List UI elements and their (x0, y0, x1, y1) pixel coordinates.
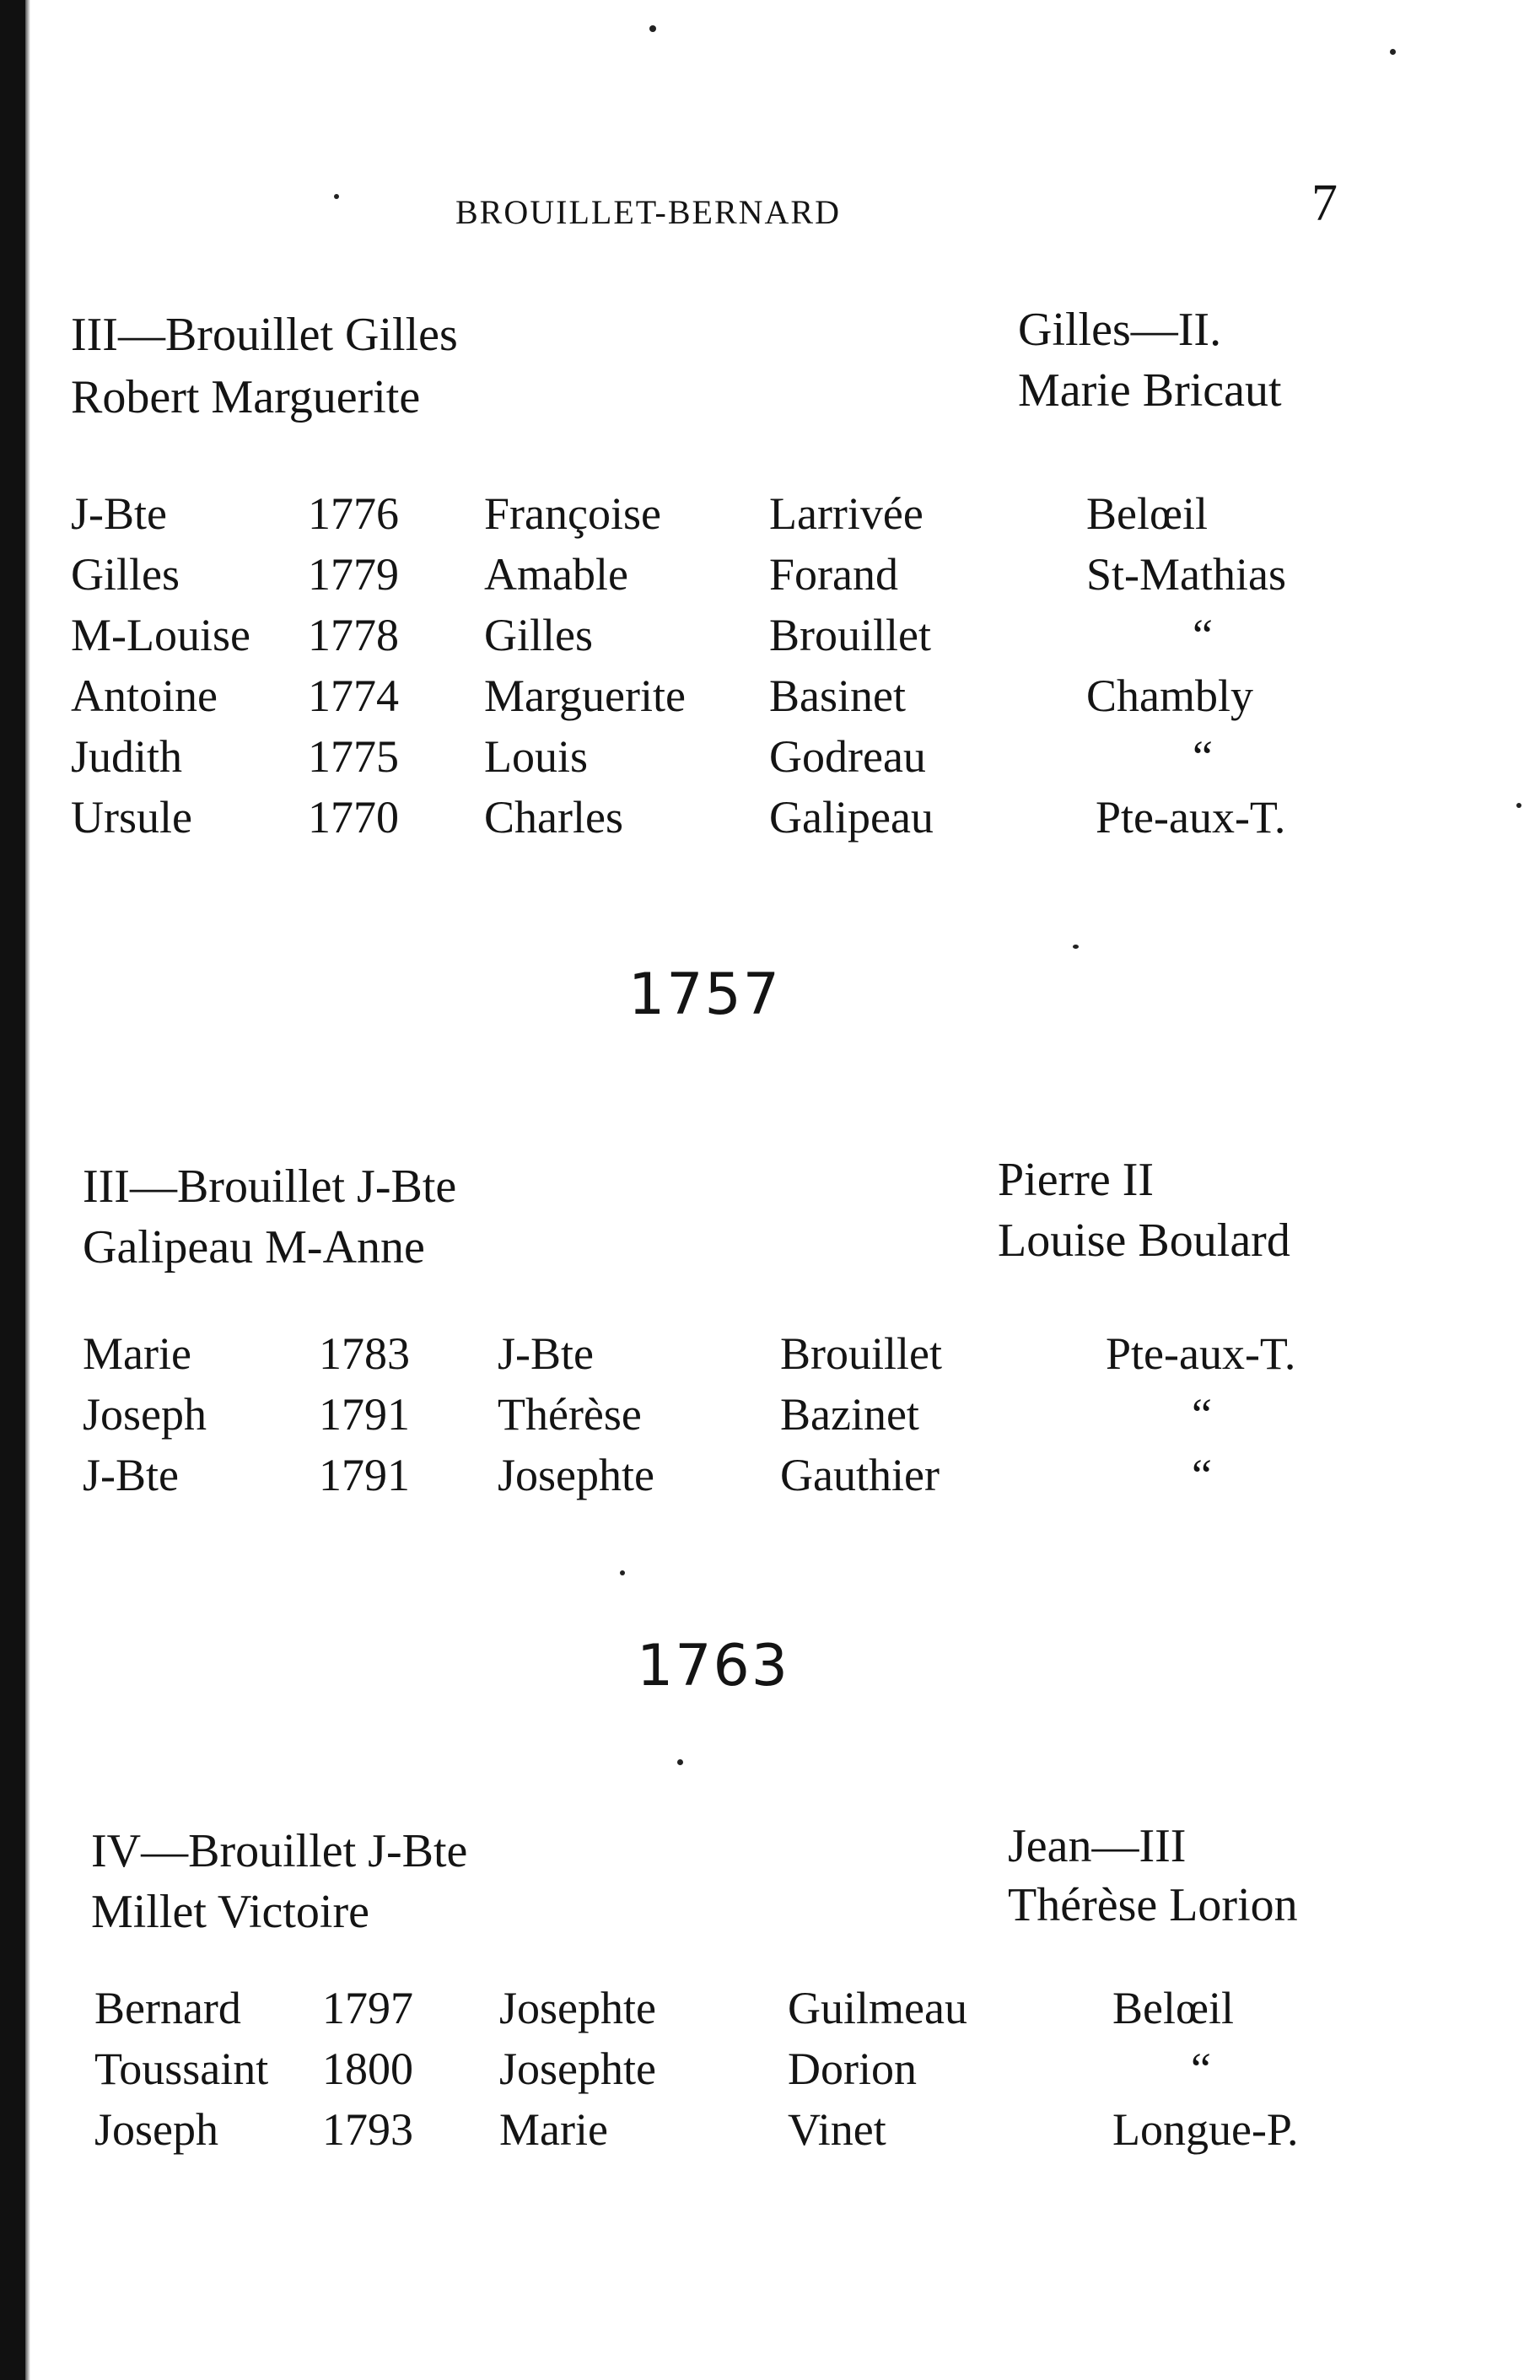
child-year: 1783 (319, 1328, 410, 1379)
family-3-head-right-1: Jean—III (1008, 1820, 1187, 1872)
scan-speck (677, 1759, 683, 1765)
spouse-first-name: Charles (484, 792, 623, 843)
child-year: 1775 (308, 731, 399, 782)
spouse-first-name: Françoise (484, 488, 661, 539)
child-name: Antoine (71, 670, 218, 721)
child-name: Toussaint (94, 2043, 269, 2094)
family-2-head-left-2: Galipeau M-Anne (83, 1221, 425, 1273)
spouse-last-name: Bazinet (780, 1389, 919, 1440)
child-year: 1774 (308, 670, 399, 721)
child-year: 1791 (319, 1450, 410, 1500)
marriage-place: Pte-aux-T. (1096, 792, 1286, 843)
child-name: Joseph (94, 2104, 218, 2155)
spouse-first-name: Josephte (499, 2043, 656, 2094)
child-name: Marie (83, 1328, 191, 1379)
child-year: 1791 (319, 1389, 410, 1440)
family-1-head-left-2: Robert Marguerite (71, 371, 421, 423)
marriage-place: Belœil (1086, 488, 1208, 539)
spouse-first-name: Thérèse (498, 1389, 642, 1440)
scan-speck (1073, 945, 1079, 949)
family-1-head-right-1: Gilles—II. (1018, 304, 1222, 356)
family-2-head-right-1: Pierre II (998, 1154, 1155, 1206)
spouse-last-name: Gauthier (780, 1450, 940, 1500)
child-year: 1770 (308, 792, 399, 843)
family-3-head-left-2: Millet Victoire (91, 1886, 369, 1938)
spouse-last-name: Brouillet (780, 1328, 942, 1379)
running-title: BROUILLET-BERNARD (455, 193, 841, 231)
spouse-first-name: Louis (484, 731, 589, 782)
spouse-first-name: Gilles (484, 610, 593, 660)
scan-speck (334, 194, 339, 199)
child-year: 1793 (322, 2104, 413, 2155)
spouse-last-name: Guilmeau (788, 1983, 967, 2033)
family-2-head-left-1: III—Brouillet J-Bte (83, 1160, 457, 1213)
spouse-first-name: Marguerite (484, 670, 686, 721)
child-year: 1797 (322, 1983, 413, 2033)
ditto-mark: “ (1193, 610, 1213, 660)
spouse-last-name: Brouillet (769, 610, 931, 660)
spouse-last-name: Galipeau (769, 792, 934, 843)
ditto-mark: “ (1191, 2043, 1211, 2094)
family-3-head-right-2: Thérèse Lorion (1008, 1879, 1298, 1931)
spouse-first-name: J-Bte (498, 1328, 594, 1379)
spouse-first-name: Amable (484, 549, 628, 600)
spouse-last-name: Vinet (788, 2104, 886, 2155)
child-name: Bernard (94, 1983, 241, 2033)
child-name: Judith (71, 731, 183, 782)
spouse-last-name: Larrivée (769, 488, 923, 539)
child-name: M-Louise (71, 610, 250, 660)
family-1-head-left-1: III—Brouillet Gilles (71, 309, 458, 361)
marriage-place: Belœil (1112, 1983, 1234, 2033)
marriage-place: Chambly (1086, 670, 1253, 721)
year-heading: 1757 (628, 961, 782, 1028)
child-name: J-Bte (71, 488, 167, 539)
ditto-mark: “ (1193, 731, 1213, 782)
scan-speck (649, 25, 656, 32)
family-1-head-right-2: Marie Bricaut (1018, 364, 1282, 417)
child-name: Gilles (71, 549, 180, 600)
spouse-last-name: Godreau (769, 731, 926, 782)
page-number: 7 (1311, 175, 1338, 232)
year-heading: 1763 (637, 1633, 790, 1699)
spouse-first-name: Josephte (498, 1450, 654, 1500)
child-year: 1779 (308, 549, 399, 600)
child-year: 1778 (308, 610, 399, 660)
spouse-last-name: Basinet (769, 670, 906, 721)
spouse-first-name: Josephte (499, 1983, 656, 2033)
child-name: Ursule (71, 792, 192, 843)
marriage-place: Pte-aux-T. (1106, 1328, 1296, 1379)
spouse-first-name: Marie (499, 2104, 608, 2155)
child-year: 1800 (322, 2043, 413, 2094)
spouse-last-name: Dorion (788, 2043, 917, 2094)
child-name: Joseph (83, 1389, 207, 1440)
marriage-place: St-Mathias (1086, 549, 1286, 600)
child-name: J-Bte (83, 1450, 179, 1500)
spouse-last-name: Forand (769, 549, 898, 600)
family-2-head-right-2: Louise Boulard (998, 1214, 1290, 1267)
ditto-mark: “ (1192, 1450, 1212, 1500)
scan-speck (1516, 803, 1521, 808)
ditto-mark: “ (1192, 1389, 1212, 1440)
family-3-head-left-1: IV—Brouillet J-Bte (91, 1825, 468, 1877)
scan-speck (620, 1570, 625, 1575)
child-year: 1776 (308, 488, 399, 539)
scan-speck (1390, 49, 1396, 55)
marriage-place: Longue-P. (1112, 2104, 1299, 2155)
